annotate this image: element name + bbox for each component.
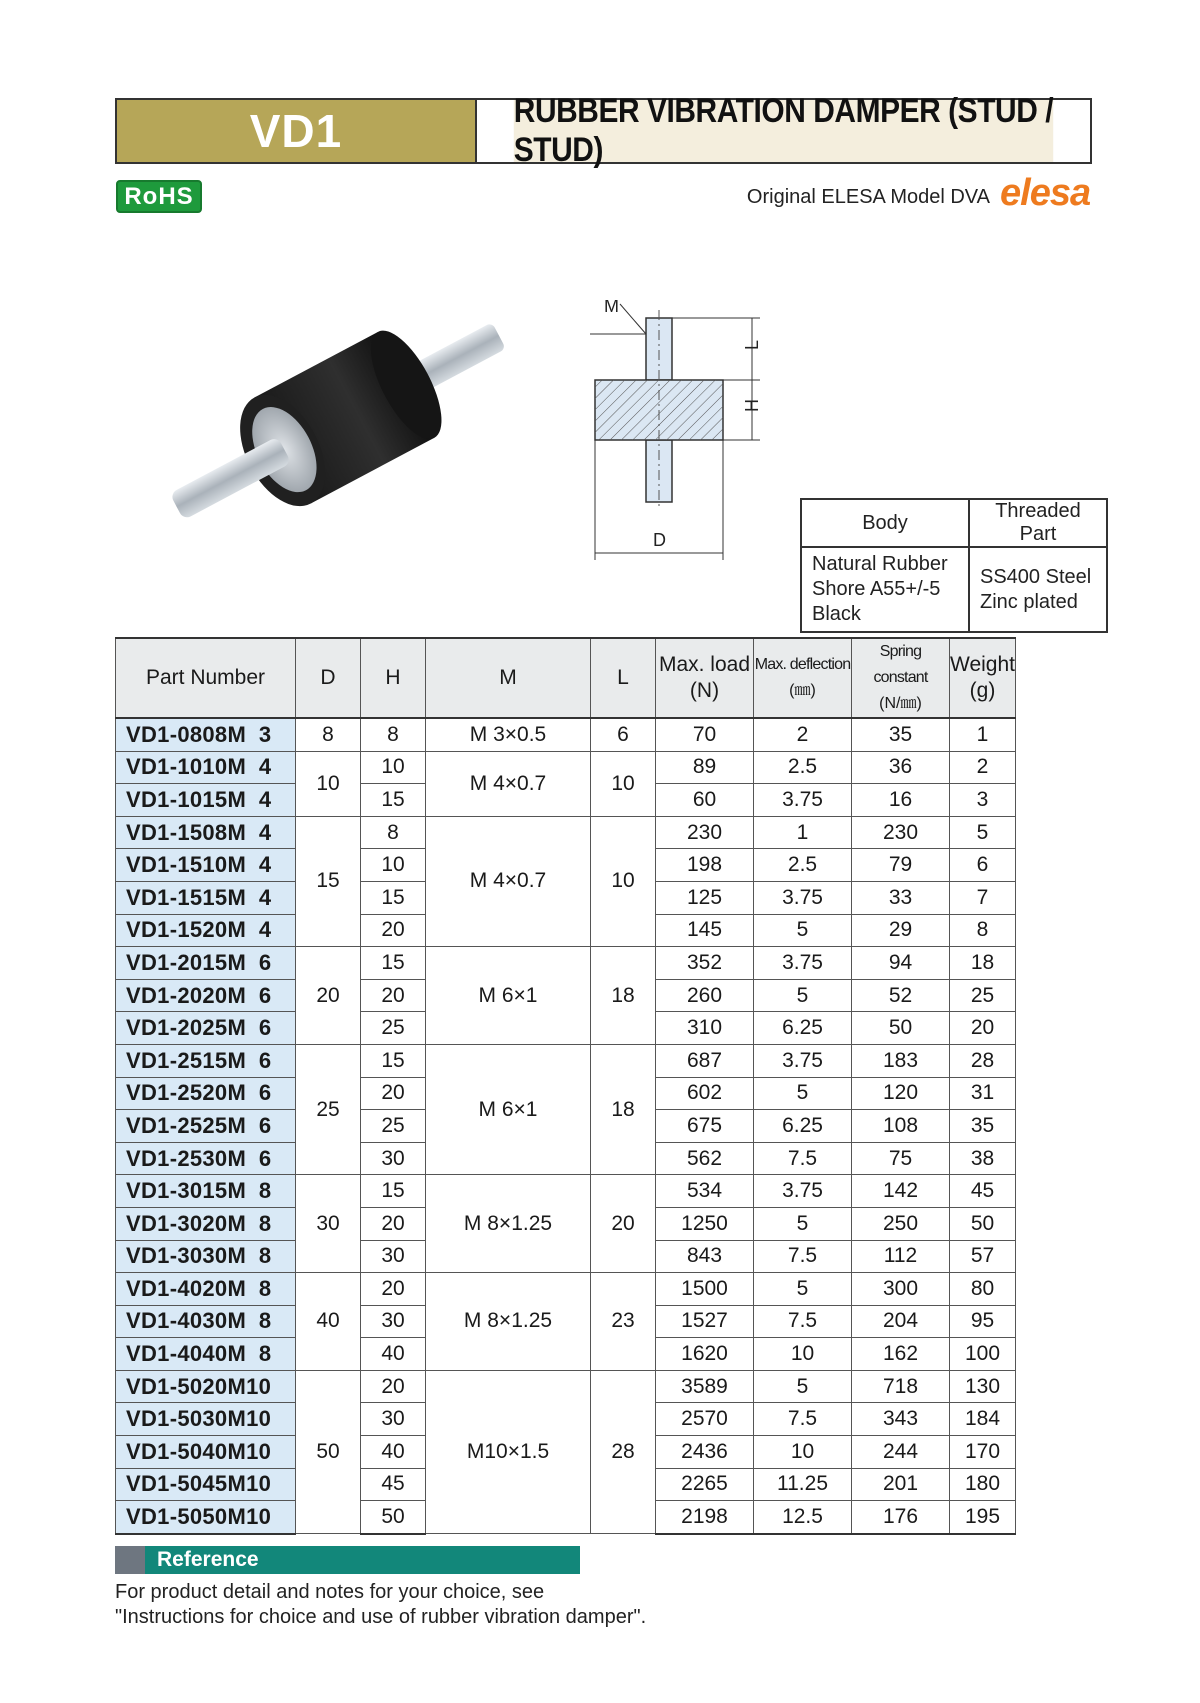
m-cell: M 3×0.5 (426, 718, 591, 751)
thread-line: SS400 Steel (980, 565, 1092, 588)
thread-material (969, 547, 1107, 632)
max-load-cell: 310 (656, 1012, 754, 1045)
col-spring-constant-unit: (N/㎜) (879, 695, 922, 712)
max-load-cell: 352 (656, 947, 754, 980)
col-max-load-label: Max. load (658, 653, 751, 676)
part-number-cell: VD1-3020M 8 (116, 1207, 296, 1240)
spring-constant-cell: 79 (852, 849, 950, 882)
table-row (116, 1044, 1016, 1077)
part-number-cell: VD1-2530M 6 (116, 1142, 296, 1175)
h-cell: 15 (361, 1175, 426, 1208)
h-cell: 40 (361, 1436, 426, 1469)
body-line: Natural Rubber (812, 553, 948, 575)
label-h: H (742, 399, 762, 412)
material-header-body: Body (801, 499, 969, 547)
spring-constant-cell: 120 (852, 1077, 950, 1110)
col-max-load (656, 638, 754, 718)
spring-constant-cell: 204 (852, 1305, 950, 1338)
max-deflection-cell: 3.75 (754, 881, 852, 914)
spring-constant-cell: 300 (852, 1273, 950, 1306)
reference-bar (115, 1546, 580, 1574)
d-cell: 8 (296, 718, 361, 751)
spring-constant-cell: 162 (852, 1338, 950, 1371)
part-number-cell: VD1-0808M 3 (116, 718, 296, 751)
l-cell: 20 (591, 1175, 656, 1273)
l-cell: 28 (591, 1370, 656, 1533)
h-cell: 15 (361, 1044, 426, 1077)
spring-constant-cell: 230 (852, 816, 950, 849)
d-cell: 30 (296, 1175, 361, 1273)
max-deflection-cell: 7.5 (754, 1142, 852, 1175)
weight-cell: 50 (950, 1207, 1016, 1240)
model-code: VD1 (117, 100, 477, 162)
max-load-cell: 1500 (656, 1273, 754, 1306)
part-number-cell: VD1-2525M 6 (116, 1110, 296, 1143)
m-cell: M 4×0.7 (426, 751, 591, 816)
h-cell: 10 (361, 849, 426, 882)
h-cell: 30 (361, 1142, 426, 1175)
part-number-cell: VD1-3015M 8 (116, 1175, 296, 1208)
part-number-cell: VD1-2025M 6 (116, 1012, 296, 1045)
spring-constant-cell: 29 (852, 914, 950, 947)
max-deflection-cell: 3.75 (754, 1044, 852, 1077)
h-cell: 8 (361, 816, 426, 849)
col-d: D (296, 638, 361, 718)
part-number-cell: VD1-4020M 8 (116, 1273, 296, 1306)
spring-constant-cell: 50 (852, 1012, 950, 1045)
spring-constant-cell: 36 (852, 751, 950, 784)
max-deflection-cell: 11.25 (754, 1468, 852, 1501)
body-material (801, 547, 969, 632)
max-deflection-cell: 7.5 (754, 1403, 852, 1436)
max-load-cell: 687 (656, 1044, 754, 1077)
weight-cell: 38 (950, 1142, 1016, 1175)
table-row (116, 751, 1016, 784)
spring-constant-cell: 176 (852, 1501, 950, 1534)
part-number-cell: VD1-4040M 8 (116, 1338, 296, 1371)
part-number-cell: VD1-5020M10 (116, 1370, 296, 1403)
elesa-logo: elesa (1000, 172, 1091, 214)
spring-constant-cell: 201 (852, 1468, 950, 1501)
weight-cell: 18 (950, 947, 1016, 980)
reference-label: Reference (157, 1548, 259, 1571)
d-cell: 10 (296, 751, 361, 816)
max-deflection-cell: 5 (754, 1370, 852, 1403)
max-load-cell: 602 (656, 1077, 754, 1110)
weight-cell: 3 (950, 784, 1016, 817)
part-number-cell: VD1-4030M 8 (116, 1305, 296, 1338)
h-cell: 8 (361, 718, 426, 751)
weight-cell: 1 (950, 718, 1016, 751)
max-load-cell: 145 (656, 914, 754, 947)
spring-constant-cell: 75 (852, 1142, 950, 1175)
l-cell: 23 (591, 1273, 656, 1371)
col-max-load-unit: (N) (689, 679, 720, 702)
m-cell: M 8×1.25 (426, 1273, 591, 1371)
part-number-cell: VD1-2020M 6 (116, 979, 296, 1012)
col-part-number: Part Number (116, 638, 296, 718)
max-deflection-cell: 5 (754, 914, 852, 947)
weight-cell: 31 (950, 1077, 1016, 1110)
max-load-cell: 562 (656, 1142, 754, 1175)
label-m: M (604, 300, 619, 316)
max-deflection-cell: 2 (754, 718, 852, 751)
max-load-cell: 89 (656, 751, 754, 784)
part-number-cell: VD1-5030M10 (116, 1403, 296, 1436)
max-load-cell: 843 (656, 1240, 754, 1273)
label-l: L (742, 339, 762, 350)
spring-constant-cell: 33 (852, 881, 950, 914)
max-load-cell: 3589 (656, 1370, 754, 1403)
weight-cell: 95 (950, 1305, 1016, 1338)
max-deflection-cell: 3.75 (754, 1175, 852, 1208)
max-load-cell: 534 (656, 1175, 754, 1208)
body-line: Shore A55+/-5 (812, 578, 941, 600)
weight-cell: 5 (950, 816, 1016, 849)
h-cell: 20 (361, 1370, 426, 1403)
d-cell: 40 (296, 1273, 361, 1371)
max-load-cell: 125 (656, 881, 754, 914)
part-number-cell: VD1-5040M10 (116, 1436, 296, 1469)
h-cell: 20 (361, 979, 426, 1012)
origin-text: Original ELESA Model DVA (746, 186, 990, 208)
col-weight (950, 638, 1016, 718)
part-number-cell: VD1-2015M 6 (116, 947, 296, 980)
part-number-cell: VD1-3030M 8 (116, 1240, 296, 1273)
spring-constant-cell: 244 (852, 1436, 950, 1469)
max-load-cell: 260 (656, 979, 754, 1012)
max-deflection-cell: 5 (754, 1207, 852, 1240)
m-cell: M10×1.5 (426, 1370, 591, 1533)
table-row (116, 816, 1016, 849)
col-max-deflection-unit: (㎜) (789, 682, 816, 699)
max-load-cell: 1620 (656, 1338, 754, 1371)
part-number-cell: VD1-1515M 4 (116, 881, 296, 914)
max-deflection-cell: 5 (754, 1273, 852, 1306)
col-spring-constant-label: Spring constant (873, 643, 928, 686)
h-cell: 15 (361, 784, 426, 817)
d-cell: 50 (296, 1370, 361, 1533)
h-cell: 30 (361, 1403, 426, 1436)
weight-cell: 80 (950, 1273, 1016, 1306)
weight-cell: 57 (950, 1240, 1016, 1273)
weight-cell: 195 (950, 1501, 1016, 1534)
weight-cell: 8 (950, 914, 1016, 947)
max-deflection-cell: 10 (754, 1436, 852, 1469)
col-h: H (361, 638, 426, 718)
max-load-cell: 60 (656, 784, 754, 817)
header-bar (115, 92, 1092, 169)
weight-cell: 35 (950, 1110, 1016, 1143)
h-cell: 20 (361, 1077, 426, 1110)
spring-constant-cell: 52 (852, 979, 950, 1012)
weight-cell: 100 (950, 1338, 1016, 1371)
part-number-cell: VD1-1508M 4 (116, 816, 296, 849)
table-row (116, 1370, 1016, 1403)
max-deflection-cell: 3.75 (754, 947, 852, 980)
col-l: L (591, 638, 656, 718)
part-number-cell: VD1-1015M 4 (116, 784, 296, 817)
m-cell: M 6×1 (426, 1044, 591, 1174)
table-row (116, 718, 1016, 751)
weight-cell: 184 (950, 1403, 1016, 1436)
h-cell: 15 (361, 947, 426, 980)
max-deflection-cell: 7.5 (754, 1240, 852, 1273)
part-number-cell: VD1-1010M 4 (116, 751, 296, 784)
max-deflection-cell: 6.25 (754, 1012, 852, 1045)
h-cell: 10 (361, 751, 426, 784)
h-cell: 20 (361, 1207, 426, 1240)
h-cell: 40 (361, 1338, 426, 1371)
spring-constant-cell: 35 (852, 718, 950, 751)
m-cell: M 8×1.25 (426, 1175, 591, 1273)
h-cell: 25 (361, 1110, 426, 1143)
h-cell: 25 (361, 1012, 426, 1045)
d-cell: 15 (296, 816, 361, 946)
h-cell: 20 (361, 1273, 426, 1306)
spring-constant-cell: 16 (852, 784, 950, 817)
col-weight-unit: (g) (969, 679, 996, 702)
reference-marker (115, 1546, 145, 1574)
part-number-cell: VD1-5050M10 (116, 1501, 296, 1534)
max-load-cell: 2570 (656, 1403, 754, 1436)
max-deflection-cell: 3.75 (754, 784, 852, 817)
part-number-cell: VD1-5045M10 (116, 1468, 296, 1501)
l-cell: 10 (591, 751, 656, 816)
l-cell: 10 (591, 816, 656, 946)
h-cell: 50 (361, 1501, 426, 1534)
spring-constant-cell: 112 (852, 1240, 950, 1273)
col-weight-label: Weight (950, 653, 1015, 676)
weight-cell: 7 (950, 881, 1016, 914)
h-cell: 45 (361, 1468, 426, 1501)
max-load-cell: 675 (656, 1110, 754, 1143)
weight-cell: 170 (950, 1436, 1016, 1469)
max-load-cell: 2436 (656, 1436, 754, 1469)
table-row (116, 1175, 1016, 1208)
max-load-cell: 2198 (656, 1501, 754, 1534)
max-deflection-cell: 2.5 (754, 751, 852, 784)
product-photo (155, 305, 525, 535)
m-cell: M 6×1 (426, 947, 591, 1045)
spring-constant-cell: 142 (852, 1175, 950, 1208)
reference-text (115, 1580, 646, 1630)
reference-line: "Instructions for choice and use of rubber vibration damper". (115, 1606, 647, 1628)
reference-line: For product detail and notes for your choice, see (115, 1581, 545, 1603)
max-deflection-cell: 5 (754, 979, 852, 1012)
spec-table-body (116, 718, 1016, 1534)
m-cell: M 4×0.7 (426, 816, 591, 946)
label-d: D (653, 530, 666, 550)
weight-cell: 28 (950, 1044, 1016, 1077)
weight-cell: 2 (950, 751, 1016, 784)
l-cell: 18 (591, 1044, 656, 1174)
col-spring-constant (852, 638, 950, 718)
part-number-cell: VD1-2520M 6 (116, 1077, 296, 1110)
spring-constant-cell: 108 (852, 1110, 950, 1143)
weight-cell: 6 (950, 849, 1016, 882)
weight-cell: 25 (950, 979, 1016, 1012)
col-max-deflection (754, 638, 852, 718)
spring-constant-cell: 343 (852, 1403, 950, 1436)
weight-cell: 180 (950, 1468, 1016, 1501)
spring-constant-cell: 94 (852, 947, 950, 980)
thread-line: Zinc plated (980, 590, 1078, 613)
max-deflection-cell: 6.25 (754, 1110, 852, 1143)
l-cell: 18 (591, 947, 656, 1045)
table-row (116, 1273, 1016, 1306)
max-deflection-cell: 2.5 (754, 849, 852, 882)
d-cell: 20 (296, 947, 361, 1045)
weight-cell: 130 (950, 1370, 1016, 1403)
h-cell: 30 (361, 1240, 426, 1273)
l-cell: 6 (591, 718, 656, 751)
spring-constant-cell: 718 (852, 1370, 950, 1403)
spring-constant-cell: 250 (852, 1207, 950, 1240)
part-number-cell: VD1-2515M 6 (116, 1044, 296, 1077)
max-load-cell: 1527 (656, 1305, 754, 1338)
h-cell: 20 (361, 914, 426, 947)
dimension-drawing (580, 300, 790, 570)
max-deflection-cell: 10 (754, 1338, 852, 1371)
max-load-cell: 1250 (656, 1207, 754, 1240)
material-header-thread: Threaded Part (969, 499, 1107, 547)
spring-constant-cell: 183 (852, 1044, 950, 1077)
part-number-cell: VD1-1510M 4 (116, 849, 296, 882)
max-deflection-cell: 7.5 (754, 1305, 852, 1338)
material-table (800, 498, 1108, 633)
spec-table (115, 637, 1016, 1535)
weight-cell: 20 (950, 1012, 1016, 1045)
col-m: M (426, 638, 591, 718)
body-line: Black (812, 603, 861, 625)
rohs-badge: RoHS (116, 180, 202, 213)
product-title: RUBBER VIBRATION DAMPER (STUD / STUD) (513, 92, 1054, 169)
part-number-cell: VD1-1520M 4 (116, 914, 296, 947)
h-cell: 30 (361, 1305, 426, 1338)
weight-cell: 45 (950, 1175, 1016, 1208)
max-load-cell: 70 (656, 718, 754, 751)
max-load-cell: 230 (656, 816, 754, 849)
max-deflection-cell: 12.5 (754, 1501, 852, 1534)
d-cell: 25 (296, 1044, 361, 1174)
col-max-deflection-label: Max. deflection (754, 656, 851, 673)
max-load-cell: 2265 (656, 1468, 754, 1501)
table-row (116, 947, 1016, 980)
max-load-cell: 198 (656, 849, 754, 882)
h-cell: 15 (361, 881, 426, 914)
max-deflection-cell: 1 (754, 816, 852, 849)
max-deflection-cell: 5 (754, 1077, 852, 1110)
